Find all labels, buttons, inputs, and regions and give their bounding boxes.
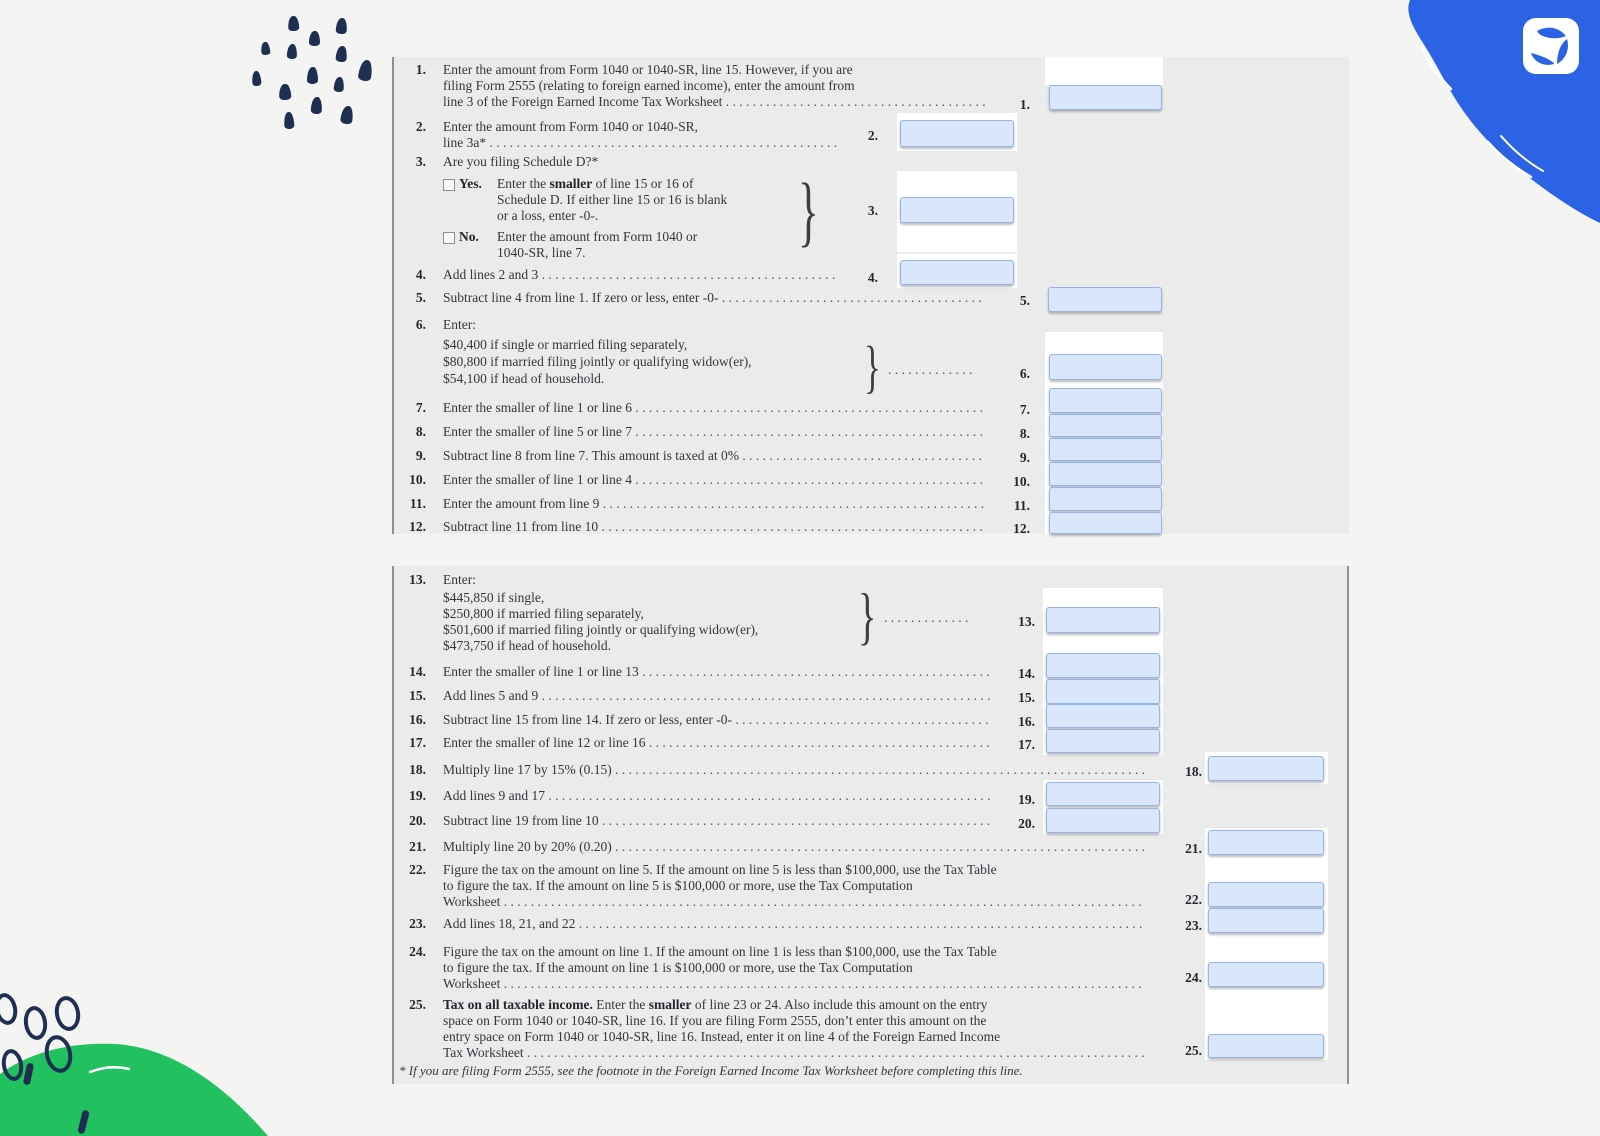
line-number: 16.	[409, 712, 426, 727]
line-number: 3.	[415, 154, 426, 169]
line-text: Subtract line 15 from line 14. If zero or less, enter -0- . . .	[443, 712, 991, 728]
line-25-input[interactable]	[1208, 1034, 1324, 1058]
line-number: 12.	[409, 519, 426, 534]
line-text: Figure the tax on the amount on line 1. If the amount on line 1 is less than $100,000, use the Tax Table to figure the tax. If the amount on line 1 is $100,000 or more, use the Tax Computation Worksheet . . .	[443, 944, 1148, 992]
line-13-input[interactable]	[1046, 607, 1160, 633]
line-number: 9.	[415, 448, 426, 463]
line-number: 13.	[409, 572, 426, 587]
line-text: Multiply line 20 by 20% (0.20) . . .	[443, 839, 1148, 855]
dotted-leader	[888, 362, 974, 377]
dotted-leader	[443, 976, 1142, 992]
entry-column	[1205, 828, 1328, 1060]
brace-glyph: }	[858, 580, 877, 651]
yes-label: Yes.	[459, 176, 482, 191]
line-text: Subtract line 8 from line 7. This amount is taxed at 0% . . .	[443, 448, 988, 464]
line-text: Enter the smaller of line 12 or line 16 . . .	[443, 735, 991, 751]
answer-label: 19.	[1018, 792, 1035, 807]
answer-label: 1.	[1019, 97, 1030, 112]
line-text: Add lines 9 and 17 . . .	[443, 788, 991, 804]
no-label: No.	[459, 229, 479, 244]
line-number: 24.	[409, 944, 426, 959]
line-number: 20.	[409, 813, 426, 828]
teardrop-icon	[358, 59, 374, 82]
ink-ring-icon	[22, 1005, 50, 1042]
answer-label: 2.	[867, 128, 878, 143]
answer-label: 13.	[1018, 614, 1035, 629]
line-1-input[interactable]	[1049, 85, 1162, 110]
teardrop-icon	[279, 84, 292, 101]
yes-checkbox[interactable]	[443, 179, 455, 191]
dotted-leader	[884, 610, 972, 625]
answer-label: 10.	[1013, 474, 1030, 489]
answer-label: 5.	[1019, 293, 1030, 308]
teardrop-icon	[336, 18, 348, 35]
dotted-leader	[443, 135, 838, 151]
line-text: Add lines 18, 21, and 22 . . .	[443, 916, 1148, 932]
line-number: 7.	[415, 400, 426, 415]
answer-label: 9.	[1019, 450, 1030, 465]
line-17-input[interactable]	[1046, 729, 1160, 753]
line-text: Enter:	[443, 317, 476, 332]
line-text: Enter the smaller of line 1 or line 4 . . .	[443, 472, 988, 488]
no-checkbox[interactable]	[443, 232, 455, 244]
answer-label: 3.	[867, 203, 878, 218]
line-18-input[interactable]	[1208, 756, 1324, 781]
line-number: 22.	[409, 862, 426, 877]
no-option-text: Enter the amount from Form 1040 or 1040-SR, line 7.	[497, 229, 698, 260]
answer-label: 25.	[1185, 1043, 1202, 1058]
line-15-input[interactable]	[1046, 679, 1160, 704]
line-10-input[interactable]	[1049, 462, 1162, 486]
answer-label: 12.	[1013, 521, 1030, 536]
line-12-input[interactable]	[1049, 512, 1162, 534]
line-text: Enter the smaller of line 1 or line 6 . . .	[443, 400, 988, 416]
line-number: 5.	[415, 290, 426, 305]
line-text: Figure the tax on the amount on line 5. If the amount on line 5 is less than $100,000, use the Tax Table to figure the tax. If the amount on line 5 is $100,000 or more, use the Tax Computation Worksheet . . .	[443, 862, 1148, 910]
line-14-input[interactable]	[1046, 653, 1160, 678]
line-text: Enter:	[443, 572, 476, 587]
answer-label: 21.	[1185, 841, 1202, 856]
line-text: Enter the amount from Form 1040 or 1040-SR, line 3a* . . .	[443, 119, 838, 151]
line-number: 14.	[409, 664, 426, 679]
line-7-input[interactable]	[1049, 388, 1162, 413]
line-number: 11.	[409, 496, 426, 511]
line-23-input[interactable]	[1208, 908, 1324, 933]
line-text: Enter the amount from line 9 . . .	[443, 496, 988, 512]
answer-label: 14.	[1018, 666, 1035, 681]
line-24-input[interactable]	[1208, 962, 1324, 987]
teardrop-icon	[340, 105, 354, 124]
answer-label: 24.	[1185, 970, 1202, 985]
line-number: 2.	[415, 119, 426, 134]
line-number: 19.	[409, 788, 426, 803]
teardrop-icon	[283, 112, 294, 130]
brace-glyph: }	[864, 334, 881, 399]
line-20-input[interactable]	[1046, 808, 1160, 833]
line-text: Subtract line 11 from line 10 . . .	[443, 519, 988, 535]
ink-ring-icon	[0, 991, 20, 1027]
answer-label: 11.	[1013, 498, 1030, 513]
teardrop-icon	[333, 77, 344, 93]
line-number: 8.	[415, 424, 426, 439]
answer-label: 16.	[1018, 714, 1035, 729]
line-8-input[interactable]	[1049, 414, 1162, 437]
teardrop-icon	[287, 16, 299, 32]
ink-ring-icon	[52, 994, 83, 1033]
teardrop-icon	[311, 97, 323, 114]
answer-label: 17.	[1018, 737, 1035, 752]
line-19-input[interactable]	[1046, 782, 1160, 806]
answer-label: 20.	[1018, 816, 1035, 831]
line-text: Tax on all taxable income. Enter the smaller of line 23 or 24. Also include this amount on the entry space on Form 1040 or 1040-SR, line 16. If you are filing Form 2555, don’t enter this amount on the entry space on Form 1040 or 1040-SR, line 16. Instead, enter it on line 4 of the Foreign Earned Income Tax Worksheet . . .	[443, 997, 1148, 1061]
brace-glyph: }	[798, 167, 819, 254]
entry-column	[1045, 57, 1163, 85]
line-number: 23.	[409, 916, 426, 931]
dotted-leader	[443, 894, 1142, 910]
teardrop-icon	[251, 71, 261, 87]
line-text: Subtract line 19 from line 10 . . .	[443, 813, 991, 829]
answer-label: 6.	[1019, 366, 1030, 381]
line-text: Multiply line 17 by 15% (0.15) . . .	[443, 762, 1148, 778]
line-number: 4.	[415, 267, 426, 282]
dotted-leader	[443, 1045, 1145, 1061]
line-text: Enter the smaller of line 5 or line 7 . . .	[443, 424, 988, 440]
line-text: Enter the smaller of line 1 or line 13 . . .	[443, 664, 991, 680]
line-11-input[interactable]	[1049, 487, 1162, 511]
answer-label: 4.	[867, 270, 878, 285]
line-number: 21.	[409, 839, 426, 854]
answer-label: 8.	[1019, 426, 1030, 441]
line-9-input[interactable]	[1049, 438, 1162, 461]
line-21-input[interactable]	[1208, 830, 1324, 855]
line-number: 17.	[409, 735, 426, 750]
line-3-input[interactable]	[900, 197, 1014, 223]
line-number: 1.	[415, 62, 426, 77]
yes-option-text: Enter the smaller of line 15 or 16 of Schedule D. If either line 15 or 16 is blank or a loss, enter -0-.	[497, 176, 728, 223]
line-text: Subtract line 4 from line 1. If zero or less, enter -0- . . .	[443, 290, 988, 306]
line-number: 18.	[409, 762, 426, 777]
line-4-input[interactable]	[900, 260, 1014, 285]
line-number: 15.	[409, 688, 426, 703]
line-5-input[interactable]	[1048, 287, 1162, 312]
teardrop-icon	[335, 46, 347, 63]
pdf-app-logo-icon[interactable]	[1521, 16, 1581, 76]
line-6-input[interactable]	[1049, 354, 1162, 380]
line-number: 25.	[409, 997, 426, 1012]
filing-status-options: $40,400 if single or married filing separately, $80,800 if married filing jointly or qualifying widow(er), $54,100 if head of household.	[443, 337, 752, 386]
teardrop-icon	[260, 42, 270, 56]
line-text: Enter the amount from Form 1040 or 1040-SR, line 15. However, if you are filing Form 2555 (relating to foreign earned income), enter the amount from line 3 of the Foreign Earned Income Tax Worksheet . . .	[443, 62, 988, 110]
line-number: 10.	[409, 472, 426, 487]
teardrop-icon	[307, 67, 318, 84]
teardrop-icon	[309, 31, 320, 46]
line-16-input[interactable]	[1046, 704, 1160, 728]
line-22-input[interactable]	[1208, 882, 1324, 907]
answer-label: 18.	[1185, 764, 1202, 779]
answer-label: 22.	[1185, 892, 1202, 907]
line-2-input[interactable]	[900, 120, 1014, 147]
filing-status-options: $445,850 if single, $250,800 if married filing separately, $501,600 if married filing jointly or qualifying widow(er), $473,750 if head of household.	[443, 590, 759, 653]
schedule-d-question: Are you filing Schedule D?*	[443, 154, 599, 169]
answer-label: 7.	[1019, 402, 1030, 417]
line-number: 6.	[415, 317, 426, 332]
form-2555-footnote: * If you are filing Form 2555, see the footnote in the Foreign Earned Income Tax Worksheet before completing this line.	[399, 1063, 1023, 1078]
teardrop-icon	[287, 44, 298, 59]
answer-label: 15.	[1018, 690, 1035, 705]
answer-label: 23.	[1185, 918, 1202, 933]
line-text: Add lines 2 and 3 . . .	[443, 267, 838, 283]
line-text: Add lines 5 and 9 . . .	[443, 688, 991, 704]
